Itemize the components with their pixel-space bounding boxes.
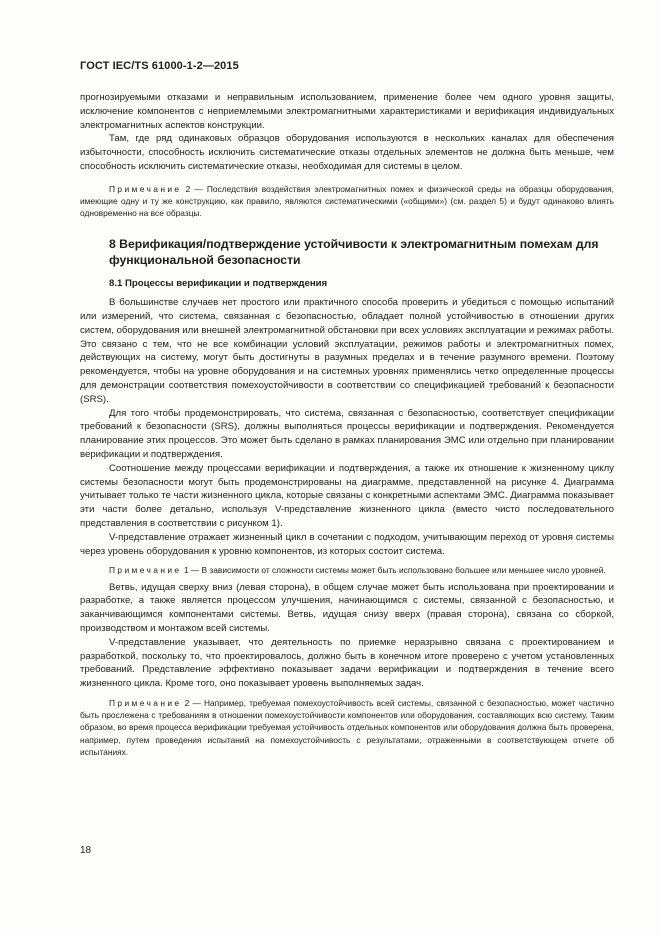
section-heading: 8 Верификация/подтверждение устойчивости к электромагнитным помехам для функциональной безопасности [109,237,599,268]
paragraph: Ветвь, идущая сверху вниз (левая сторона), в общем случае может быть использована при проектировании и разработке, а также является процессом улучшения, начинающимся с системы, связанной с безопасностью, и заканчивающимся компонентами системы. Ветвь, идущая снизу вверх (правая сторона), связана со сборкой, производством и монтажом всей системы. [80,581,614,634]
document-header: ГОСТ IEC/TS 61000-1-2—2015 [80,60,239,72]
document-body [80,91,614,762]
paragraph: Там, где ряд одинаковых образцов оборудования используются в нескольких каналах для обеспечения избыточности, способность исключить систематические отказы отдельных элементов не должна быть меньше, чем способность исключить систематические отказы, необходимая для системы в целом. [80,133,614,172]
note-label: Примечание [109,565,182,576]
paragraph: В большинстве случаев нет простого или практичного способа проверить и убедиться с помощью испытаний или измерений, что система, связанная с безопасностью, обладает полной устойчивостью в отношении других систем, оборудования или внешней электромагнитной обстановки при всех условиях эксплуатации и режимах работы. Это связано с тем, что не все комбинации условий эксплуатации, режимов работы и электромагнитных помех, действующих на систему, могут быть достигнуты в разумных пределах и в течение разумного времени. Поэтому рекомендуется, чтобы на уровне оборудования и на системных уровнях применялись четко определенные процессы для демонстрации соответствия помехоустойчивости в соответствии со спецификацией требований к безопасности (SRS). [80,297,614,405]
paragraph: прогнозируемыми отказами и неправильным использованием, применение более чем одного уровня защиты, исключение компонентов с неприемлемыми электромагнитными характеристиками и верификация индивидуальных электромагнитных аспектов конструкции. [80,92,614,131]
note-label: Примечание [109,697,182,708]
paragraph: Соотношение между процессами верификации и подтверждения, а также их отношение к жизненному циклу системы безопасности могут быть продемонстрированы на диаграмме, представленной на рисунке 4. Диаграмма учитывает только те части жизненного цикла, которые связаны с конкретными аспектами ЭМС. Диаграмма показывает эти части более детально, используя V-представление жизненного цикла (вместо чисто последовательного представления в соответствии с рисунком 1). [80,462,614,529]
paragraph: Для того чтобы продемонстрировать, что система, связанная с безопасностью, соответствует спецификации требований к безопасности (SRS), должны выполняться процессы верификации и подтверждения. Рекомендуется планирование этих процессов. Это может быть сделано в рамках планирования ЭМС или отдельно при планировании верификации и подтверждения. [80,407,614,460]
paragraph: V-представление указывает, что деятельность по приемке неразрывно связана с проектированием и разработкой, поскольку то, что проектировалось, должно быть в конечном итоге проверено с учетом установленных требований. Представление эффективно показывает задачи верификации и подтверждения в течение всего жизненного цикла. Кроме того, оно показывает уровень выполняемых задач. [80,636,614,690]
note [80,697,614,758]
note-text: 1 — В зависимости от сложности системы может быть использовано большее или меньшее число уровней. [183,565,606,576]
note [80,183,614,220]
note-text: 2 — Последствия воздействия электромагнитных помех и физической среды на образцы оборудования, имеющие одну и ту же конструкцию, как правило, являются систематическими («общими») (см. раздел 5) и будут одинаково влиять одновременно на все образцы. [80,183,614,219]
note [80,564,614,576]
note-label: Примечание [109,183,182,194]
page-number: 18 [80,845,92,856]
subsection-heading: 8.1 Процессы верификации и подтверждения [109,278,328,290]
paragraph: V-представление отражает жизненный цикл в сочетании с подходом, учитывающим переход от уровня системы через уровень оборудования к уровню компонентов, из которых состоит система. [80,531,614,557]
note-text: 2 — Например, требуемая помехоустойчивость всей системы, связанной с безопасностью, может частично быть прослежена с требованиям в отношении помехоустойчивости компонентов или оборудования, составляющих всю систему. Таким образом, во время процесса верификации требуемая устойчивость отдельных компонентов или оборудования должна быть проверена, например, путем проведения испытаний на помехоустойчивость с результатами, отраженными в соответствующем отчете об испытаниях. [80,697,615,757]
